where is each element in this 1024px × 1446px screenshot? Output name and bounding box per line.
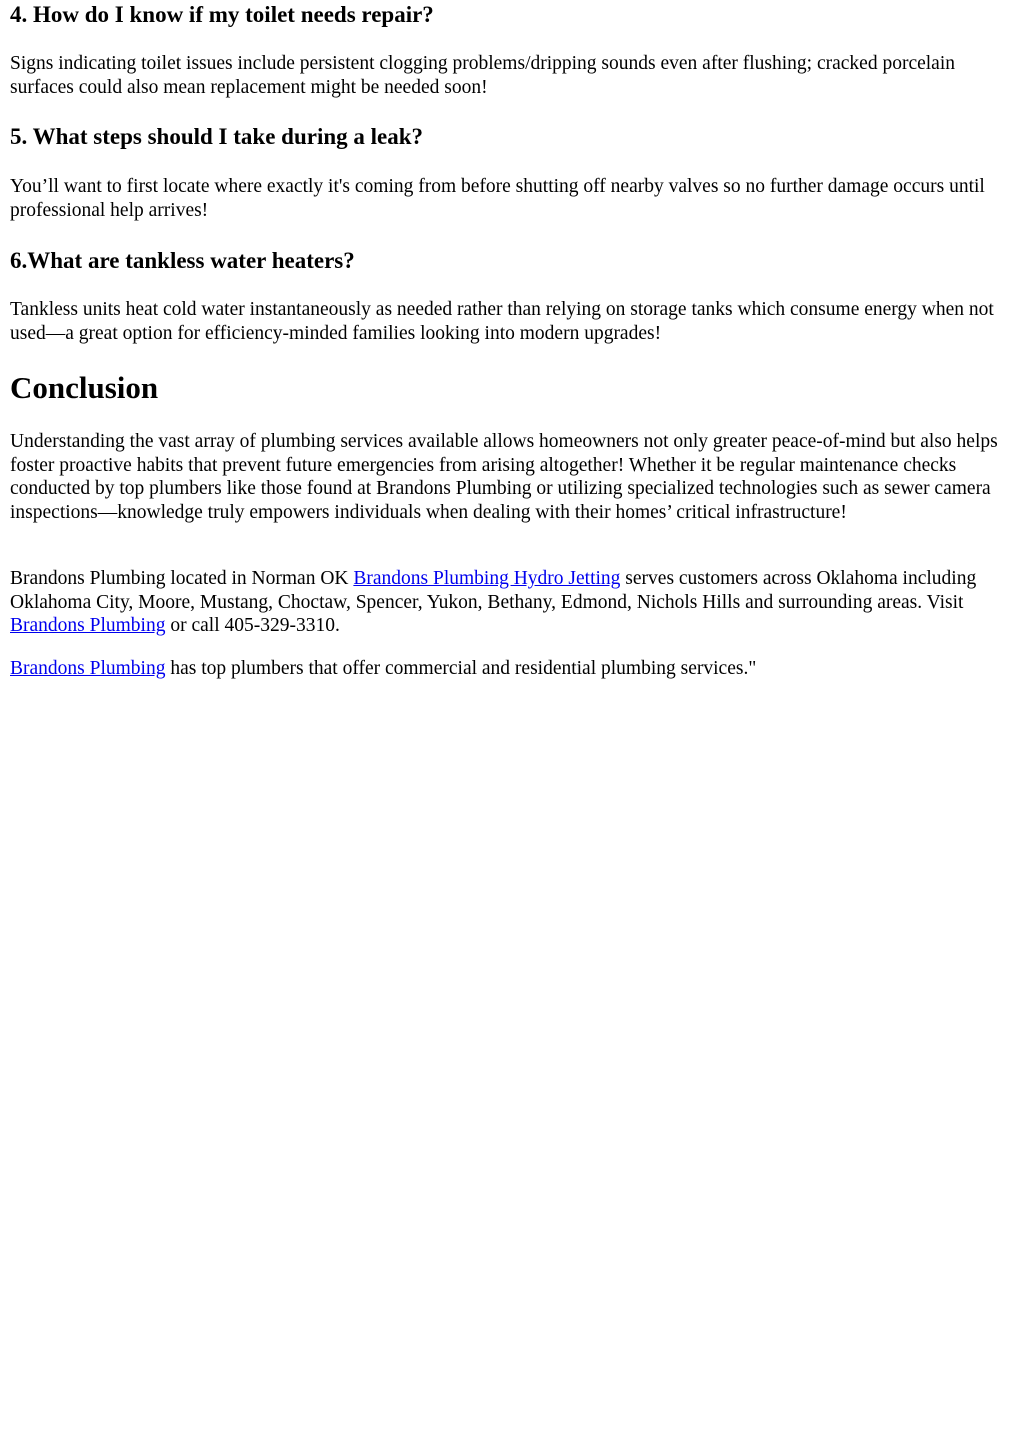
faq-question-5: 5. What steps should I take during a leak? [10, 124, 424, 149]
faq-answer-6: Tankless units heat cold water instantaneously as needed rather than relying on storage tanks which consume energy when not used—a great option for efficiency-minded families looking into modern upgrades! [10, 299, 994, 344]
brandons-plumbing-home-link[interactable]: Brandons Plumbing [10, 658, 166, 679]
closing-text: has top plumbers that offer commercial and residential plumbing services." [165, 658, 757, 679]
faq-question-6: 6.What are tankless water heaters? [10, 248, 355, 273]
faq-question-4: 4. How do I know if my toilet needs repair? [10, 2, 434, 27]
faq-answer-5: You’ll want to first locate where exactly it's coming from before shutting off nearby valves so no further damage occurs until professional help arrives! [10, 176, 985, 221]
service-area-list-text: serves customers across Oklahoma including Oklahoma City, Moore, Mustang, Choctaw, Spencer, Yukon, Bethany, Edmond, Nichols Hills and surrounding areas. Visit [10, 568, 977, 613]
closing-paragraph [10, 657, 756, 681]
brandons-plumbing-link[interactable]: Brandons Plumbing [10, 615, 166, 636]
faq-answer-4: Signs indicating toilet issues include persistent clogging problems/dripping sounds even after flushing; cracked porcelain surfaces could also mean replacement might be needed soon! [10, 53, 956, 98]
service-area-paragraph [10, 567, 1014, 638]
phone-text: or call 405-329-3310. [165, 615, 340, 636]
conclusion-heading: Conclusion [10, 370, 159, 405]
service-area-intro-text: Brandons Plumbing located in Norman OK [10, 568, 354, 589]
hydro-jetting-link[interactable]: Brandons Plumbing Hydro Jetting [353, 568, 621, 589]
conclusion-paragraph: Understanding the vast array of plumbing services available allows homeowners not only greater peace-of-mind but also helps foster proactive habits that prevent future emergencies from arising altogether! Whether it be regular maintenance checks conducted by top plumbers like those found at Brandons Plumbing or utilizing specialized technologies such as sewer camera inspections—knowledge truly empowers individuals when dealing with their homes’ critical infrastructure! [10, 431, 998, 523]
